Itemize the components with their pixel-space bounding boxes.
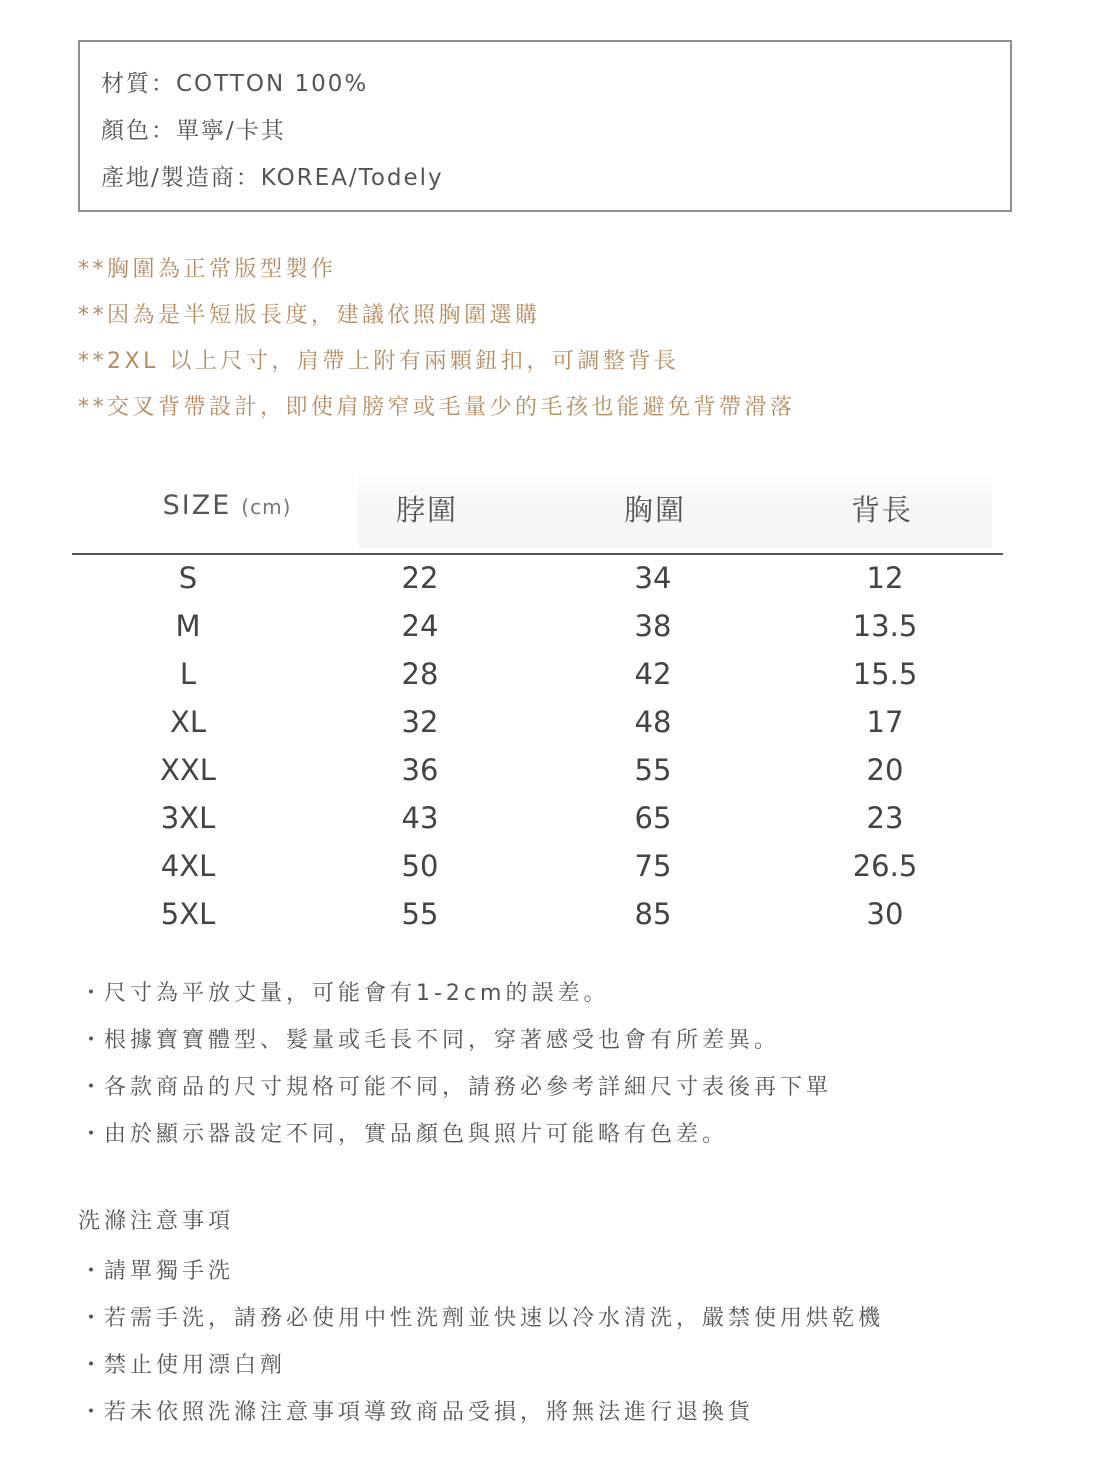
cell-size: L — [179, 657, 197, 691]
cell-chest: 38 — [634, 609, 672, 643]
cell-chest: 34 — [634, 561, 672, 595]
table-row — [72, 700, 1003, 748]
bullet-icon: ・ — [80, 1306, 107, 1331]
bullet-icon: ・ — [80, 1353, 107, 1378]
cell-neck: 24 — [401, 609, 439, 643]
cell-back: 20 — [866, 753, 904, 787]
bullet-icon: ・ — [80, 1122, 107, 1147]
list-item — [80, 1115, 832, 1162]
color-line: 顏色：單寧/卡其 — [101, 118, 286, 144]
note-cross-strap: **交叉背帶設計，即使肩膀窄或毛量少的毛孩也能避免背帶滑落 — [78, 395, 796, 420]
table-row — [72, 844, 1003, 892]
note-length-advice: **因為是半短版長度，建議依照胸圍選購 — [78, 303, 541, 328]
size-table-header — [72, 468, 1003, 552]
bullet-icon: ・ — [80, 1400, 107, 1425]
cell-size: XXL — [160, 753, 216, 787]
remark-text: 根據寶寶體型、髮量或毛長不同，穿著感受也會有所差異。 — [104, 1028, 781, 1053]
washing-instructions — [80, 1252, 884, 1440]
cell-back: 15.5 — [852, 657, 918, 691]
header-back: 背長 — [850, 493, 913, 527]
bullet-icon: ・ — [80, 981, 107, 1006]
origin-line: 產地/製造商：KOREA/Todely — [101, 165, 444, 191]
cell-back: 26.5 — [852, 849, 918, 883]
header-neck: 脖圍 — [395, 493, 458, 527]
list-item — [80, 1393, 884, 1440]
cell-neck: 50 — [401, 849, 439, 883]
header-unit: (cm) — [241, 495, 292, 519]
wash-text: 若未依照洗滌注意事項導致商品受損，將無法進行退換貨 — [104, 1400, 755, 1425]
remark-text: 由於顯示器設定不同，實品顏色與照片可能略有色差。 — [104, 1122, 729, 1147]
cell-neck: 22 — [401, 561, 439, 595]
cell-size: 4XL — [160, 849, 216, 883]
note-buttons: **2XL 以上尺寸，肩帶上附有兩顆鈕扣，可調整背長 — [78, 349, 680, 374]
bullet-icon: ・ — [80, 1075, 107, 1100]
cell-size: 3XL — [160, 801, 216, 835]
header-chest: 胸圍 — [623, 493, 686, 527]
cell-size: S — [178, 561, 198, 595]
header-size-label: SIZE — [162, 490, 232, 521]
table-row — [72, 604, 1003, 652]
wash-text: 若需手洗，請務必使用中性洗劑並快速以冷水清洗，嚴禁使用烘乾機 — [104, 1306, 885, 1331]
cell-chest: 42 — [634, 657, 672, 691]
material-info-box — [78, 40, 1012, 212]
measurement-remarks — [80, 974, 832, 1162]
list-item — [80, 1021, 832, 1068]
table-row — [72, 892, 1003, 940]
cell-neck: 36 — [401, 753, 439, 787]
remark-text: 尺寸為平放丈量，可能會有1-2cm的誤差。 — [104, 981, 610, 1006]
cell-chest: 55 — [634, 753, 672, 787]
cell-neck: 55 — [401, 897, 439, 931]
cell-chest: 85 — [634, 897, 672, 931]
header-divider — [72, 553, 1003, 555]
cell-neck: 43 — [401, 801, 439, 835]
cell-back: 17 — [866, 705, 904, 739]
table-row — [72, 556, 1003, 604]
cell-back: 12 — [866, 561, 904, 595]
list-item — [80, 974, 832, 1021]
cell-chest: 75 — [634, 849, 672, 883]
size-table-body — [72, 556, 1003, 940]
cell-chest: 65 — [634, 801, 672, 835]
cell-back: 13.5 — [852, 609, 918, 643]
remark-text: 各款商品的尺寸規格可能不同，請務必參考詳細尺寸表後再下單 — [104, 1075, 833, 1100]
bullet-icon: ・ — [80, 1028, 107, 1053]
list-item — [80, 1068, 832, 1115]
wash-text: 請單獨手洗 — [104, 1259, 235, 1284]
cell-neck: 28 — [401, 657, 439, 691]
product-notes — [78, 250, 796, 434]
cell-chest: 48 — [634, 705, 672, 739]
washing-title: 洗滌注意事項 — [78, 1209, 235, 1234]
note-chest-fit: **胸圍為正常版型製作 — [78, 257, 337, 282]
list-item — [80, 1299, 884, 1346]
bullet-icon: ・ — [80, 1259, 107, 1284]
table-row — [72, 748, 1003, 796]
cell-back: 23 — [866, 801, 904, 835]
list-item — [80, 1252, 884, 1299]
list-item — [80, 1346, 884, 1393]
material-line: 材質：COTTON 100% — [101, 71, 369, 97]
table-row — [72, 652, 1003, 700]
cell-size: XL — [169, 705, 207, 739]
wash-text: 禁止使用漂白劑 — [104, 1353, 287, 1378]
cell-neck: 32 — [401, 705, 439, 739]
header-size — [132, 490, 322, 521]
size-chart-table — [72, 468, 1003, 931]
table-row — [72, 796, 1003, 844]
cell-size: M — [175, 609, 201, 643]
cell-back: 30 — [866, 897, 904, 931]
cell-size: 5XL — [160, 897, 216, 931]
